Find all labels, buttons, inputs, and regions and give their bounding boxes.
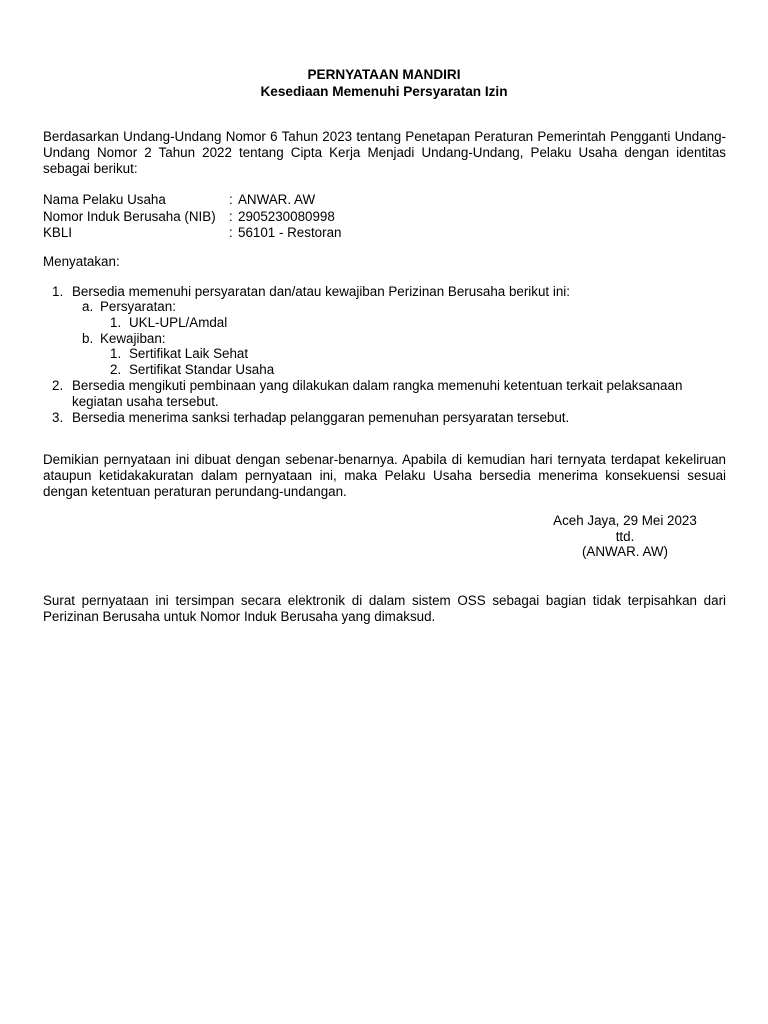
- footer-note: Surat pernyataan ini tersimpan secara elektronik di dalam sistem OSS sebagai bagian tidak terpisahkan dari Perizinan Berusaha untuk Nomor Induk Berusaha yang dimaksud.: [43, 593, 726, 624]
- list-number: 1.: [52, 284, 64, 299]
- identity-row-name: [43, 192, 726, 209]
- list-letter: b.: [82, 331, 94, 346]
- identity-colon: :: [229, 208, 233, 224]
- signature-name: (ANWAR. AW): [581, 544, 669, 559]
- list-item: Sertifikat Standar Usaha: [129, 362, 275, 377]
- identity-value: 56101 - Restoran: [238, 225, 342, 240]
- list-number: 1.: [110, 315, 122, 330]
- list-item: Bersedia memenuhi persyaratan dan/atau kewajiban Perizinan Berusaha berikut ini:: [72, 284, 570, 299]
- document-title: PERNYATAAN MANDIRI: [307, 67, 461, 82]
- identity-value: ANWAR. AW: [238, 192, 316, 207]
- signature-ttd: ttd.: [615, 529, 635, 544]
- list-number: 3.: [52, 410, 64, 425]
- identity-colon: :: [229, 225, 233, 240]
- identity-table: [43, 192, 726, 242]
- list-item: UKL-UPL/Amdal: [129, 315, 228, 330]
- list-number: 1.: [110, 346, 122, 361]
- list-item: Kewajiban:: [100, 331, 166, 346]
- identity-row-nib: [43, 209, 726, 226]
- identity-label: Nomor Induk Berusaha (NIB): [43, 208, 216, 224]
- document-subtitle: Kesediaan Memenuhi Persyaratan Izin: [260, 84, 508, 99]
- signature-place-date: Aceh Jaya, 29 Mei 2023: [553, 513, 697, 528]
- declares-label: Menyatakan:: [43, 254, 120, 269]
- list-item: Bersedia menerima sanksi terhadap pelanggaran pemenuhan persyaratan tersebut.: [72, 410, 570, 425]
- list-item: Bersedia mengikuti pembinaan yang dilakukan dalam rangka memenuhi ketentuan terkait pelaksanaan: [72, 378, 683, 393]
- identity-label: Nama Pelaku Usaha: [43, 192, 166, 207]
- identity-colon: :: [229, 192, 233, 207]
- closing-paragraph: Demikian pernyataan ini dibuat dengan sebenar-benarnya. Apabila di kemudian hari ternyata terdapat kekeliruan ataupun ketidakakuratan dalam pernyataan ini, maka Pelaku Usaha bersedia menerima konsekuensi sesuai dengan ketentuan peraturan perundang-undangan.: [43, 452, 726, 499]
- list-item-continuation: kegiatan usaha tersebut.: [72, 394, 219, 409]
- list-item: Persyaratan:: [100, 299, 176, 314]
- identity-label: KBLI: [43, 225, 73, 240]
- intro-paragraph: Berdasarkan Undang-Undang Nomor 6 Tahun 2023 tentang Penetapan Peraturan Pemerintah Pengganti Undang-Undang Nomor 2 Tahun 2022 tentang Cipta Kerja Menjadi Undang-Undang, Pelaku Usaha dengan identitas sebagai berikut:: [43, 129, 726, 176]
- list-number: 2.: [52, 378, 64, 393]
- list-letter: a.: [82, 299, 94, 314]
- identity-value: 2905230080998: [238, 208, 335, 224]
- list-number: 2.: [110, 362, 122, 377]
- identity-row-kbli: [43, 225, 726, 242]
- list-item: Sertifikat Laik Sehat: [129, 346, 249, 361]
